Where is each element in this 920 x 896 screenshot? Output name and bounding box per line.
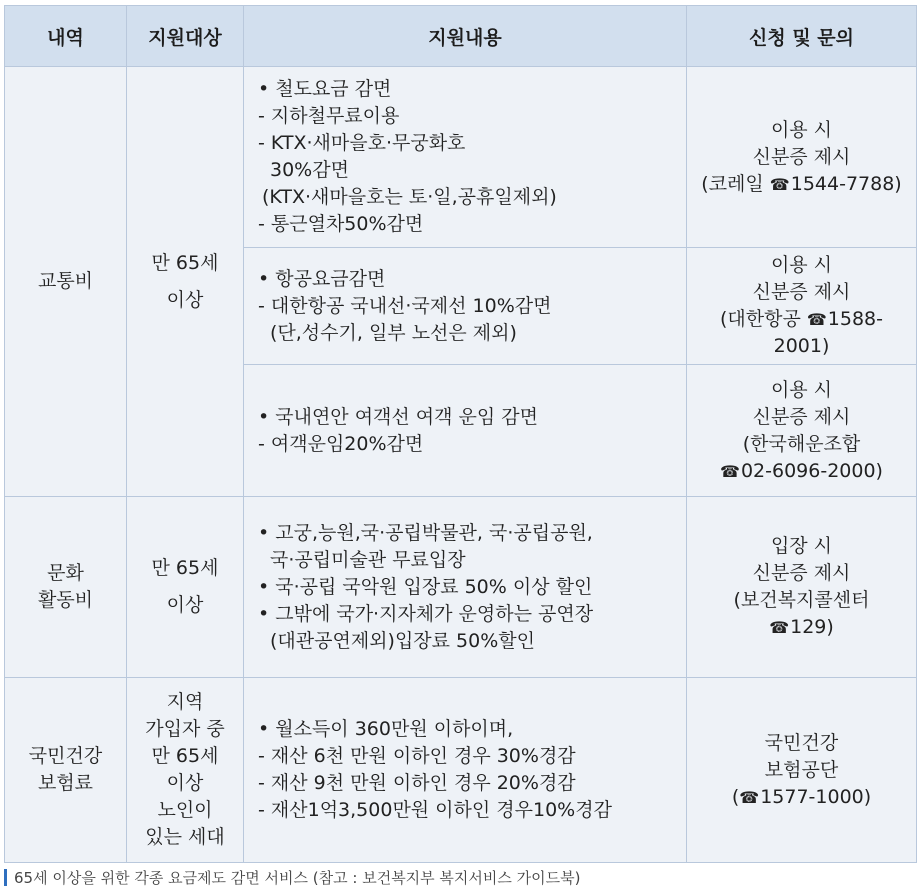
content-line: - 대한항공 국내선·국제선 10%감면 xyxy=(258,294,552,317)
content-line: - 통근열차50%감면 xyxy=(258,213,424,235)
phone-icon: ☎ xyxy=(769,174,790,194)
inquiry-line: 입장 시 xyxy=(770,535,833,557)
inquiry-line: 2001) xyxy=(773,335,830,357)
header-target: 지원대상 xyxy=(127,6,244,67)
table-row xyxy=(5,497,917,678)
phone-number: 02-6096-2000) xyxy=(740,459,883,482)
target-culture xyxy=(127,497,244,678)
inquiry-culture xyxy=(687,497,917,678)
category-transport: 교통비 xyxy=(5,67,127,497)
content-rail xyxy=(244,67,687,248)
inquiry-line: 신분증 제시 xyxy=(752,145,851,168)
target-line: 이상 xyxy=(166,288,204,311)
caption-marker xyxy=(4,869,7,886)
target-line: 노인이 xyxy=(157,799,213,821)
content-line: - 여객운임20%감면 xyxy=(258,432,424,455)
inquiry-line xyxy=(695,784,908,811)
target-line: 가입자 중 xyxy=(145,718,225,740)
inquiry-line xyxy=(695,306,908,333)
inquiry-line: (보건복지콜센터 xyxy=(733,589,870,611)
target-line: 지역 xyxy=(166,691,204,713)
inquiry-org: (대한항공 xyxy=(719,308,807,330)
content-air xyxy=(244,248,687,365)
content-line: • 항공요금감면 xyxy=(258,267,386,290)
phone-icon: ☎ xyxy=(769,618,790,637)
target-transport xyxy=(127,67,244,497)
caption-text: 65세 이상을 위한 각종 요금제도 감면 서비스 (참고 : 보건복지부 복지서비스 가이드북) xyxy=(14,868,581,887)
phone-number: 1577-1000) xyxy=(760,785,872,808)
table-row xyxy=(5,67,917,248)
table-caption xyxy=(4,866,580,888)
inquiry-line: 국민건강 xyxy=(764,731,839,754)
content-culture xyxy=(244,497,687,678)
content-line: • 국내연안 여객선 여객 운임 감면 xyxy=(258,405,539,428)
target-insurance xyxy=(127,678,244,863)
inquiry-line: 이용 시 xyxy=(770,378,833,401)
inquiry-line xyxy=(695,171,908,198)
inquiry-line: (한국해운조합 xyxy=(742,432,861,455)
content-line: - 지하철무료이용 xyxy=(258,105,400,127)
content-line: • 월소득이 360만원 이하이며, xyxy=(258,718,514,740)
content-line: 30%감면 xyxy=(270,159,349,181)
phone-icon: ☎ xyxy=(720,461,740,481)
content-line: • 철도요금 감면 xyxy=(258,78,392,100)
target-line: 있는 세대 xyxy=(145,826,225,848)
category-line: 활동비 xyxy=(37,589,94,611)
inquiry-rail xyxy=(687,67,917,248)
content-line: (KTX·새마을호는 토·일,공휴일제외) xyxy=(262,186,557,208)
inquiry-ferry xyxy=(687,365,917,497)
target-line: 만 65세 xyxy=(151,251,219,274)
phone-number: 1588- xyxy=(827,308,884,330)
inquiry-line: 신분증 제시 xyxy=(752,281,851,303)
content-line: • 고궁,능원,국·공립박물관, 국·공립공원, xyxy=(258,521,593,544)
category-culture xyxy=(5,497,127,678)
content-line: • 국·공립 국악원 입장료 50% 이상 할인 xyxy=(258,575,593,598)
content-line: (단,성수기, 일부 노선은 제외) xyxy=(270,321,517,344)
inquiry-line xyxy=(695,458,908,485)
inquiry-line xyxy=(695,614,908,641)
category-line: 보험료 xyxy=(37,772,94,794)
content-ferry xyxy=(244,365,687,497)
target-line: 이상 xyxy=(166,594,204,616)
header-inquiry: 신청 및 문의 xyxy=(687,6,917,67)
phone-number: 129) xyxy=(790,616,834,638)
table-row xyxy=(5,678,917,863)
content-line: 국·공립미술관 무료입장 xyxy=(270,548,466,571)
header-content: 지원내용 xyxy=(244,6,687,67)
inquiry-line: 이용 시 xyxy=(770,118,833,141)
content-line: - 재산 6천 만원 이하인 경우 30%경감 xyxy=(258,745,576,767)
content-line: - KTX·새마을호·무궁화호 xyxy=(258,132,466,154)
inquiry-org: (코레일 xyxy=(701,172,770,195)
target-line: 만 65세 xyxy=(151,745,219,767)
phone-icon: ☎ xyxy=(806,310,827,329)
category-insurance xyxy=(5,678,127,863)
inquiry-insurance xyxy=(687,678,917,863)
header-category: 내역 xyxy=(5,6,127,67)
fee-discount-table xyxy=(4,5,917,863)
inquiry-line: 신분증 제시 xyxy=(752,562,851,584)
category-line: 국민건강 xyxy=(28,745,103,767)
inquiry-line: 신분증 제시 xyxy=(752,405,851,428)
target-line: 만 65세 xyxy=(151,557,219,579)
inquiry-line: 이용 시 xyxy=(770,254,833,276)
inquiry-air xyxy=(687,248,917,365)
content-insurance xyxy=(244,678,687,863)
inquiry-paren: ( xyxy=(731,785,740,808)
content-line: • 그밖에 국가·지자체가 운영하는 공연장 xyxy=(258,602,594,625)
category-line: 문화 xyxy=(47,562,84,584)
content-line: - 재산1억3,500만원 이하인 경우10%경감 xyxy=(258,799,612,821)
phone-icon: ☎ xyxy=(739,787,760,807)
phone-number: 1544-7788) xyxy=(790,172,902,195)
header-row xyxy=(5,6,917,67)
inquiry-line: 보험공단 xyxy=(764,758,839,781)
content-line: - 재산 9천 만원 이하인 경우 20%경감 xyxy=(258,772,576,794)
content-line: (대관공연제외)입장료 50%할인 xyxy=(270,629,535,652)
target-line: 이상 xyxy=(166,772,204,794)
